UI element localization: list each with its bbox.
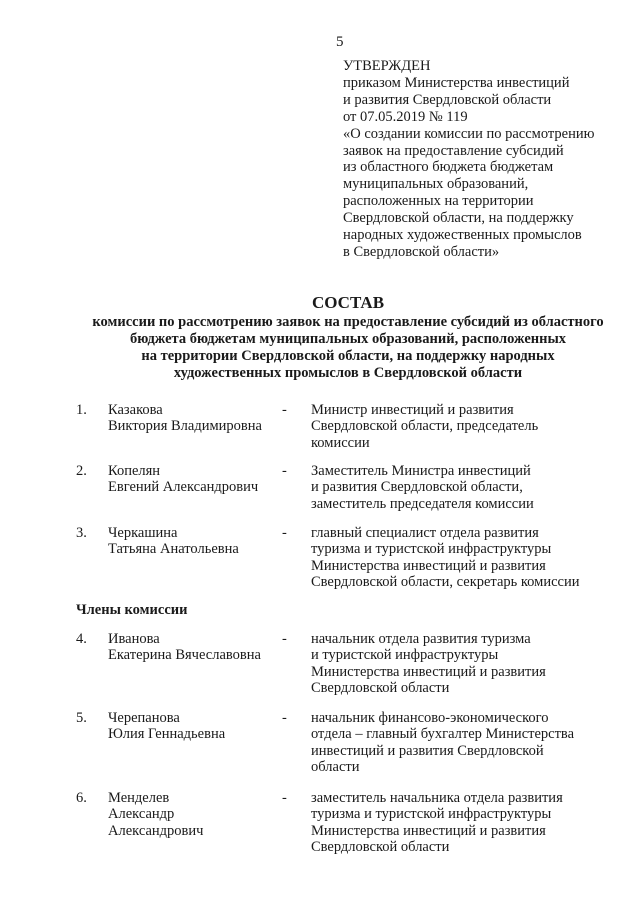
role-line: заместитель начальника отдела развития [311,790,563,806]
role-line: главный специалист отдела развития [311,525,539,541]
approval-line: в Свердловской области» [343,243,500,260]
name-line: Александр [108,806,175,823]
member-name [108,463,258,496]
separator-dash: - [282,710,287,726]
role-line: и туристской инфраструктуры [311,647,499,664]
name-line: Иванова [108,631,160,647]
approval-line: Свердловской области, на поддержку [343,210,574,227]
separator-dash: - [282,525,287,541]
subtitle-line: комиссии по рассмотрению заявок на предоставление субсидий из областного [92,314,604,330]
member-number: 6. [76,790,87,806]
approval-line: приказом Министерства инвестиций [343,74,570,91]
separator-dash: - [282,790,287,806]
separator-dash: - [282,631,287,647]
document-title: СОСТАВ [311,293,385,312]
role-line: области [311,759,360,776]
name-line: Татьяна Анатольевна [108,541,239,558]
role-line: Министерства инвестиций и развития [311,822,546,839]
role-line: Свердловской области, секретарь комиссии [311,574,580,591]
member-role [311,402,538,451]
member-number: 1. [76,402,87,418]
name-line: Черепанова [108,710,180,726]
role-line: Министерства инвестиций и развития [311,557,546,574]
role-line: инвестиций и развития Свердловской [311,742,544,759]
subtitle-line: бюджета бюджетам муниципальных образований, расположенных [129,331,567,347]
separator-dash: - [282,463,287,479]
name-line: Виктория Владимировна [108,418,262,435]
subtitle-line: художественных промыслов в Свердловской области [173,365,523,381]
role-line: Заместитель Министра инвестиций [311,463,531,479]
member-name [108,710,225,743]
approval-line: из областного бюджета бюджетам [343,159,554,176]
approval-line: народных художественных промыслов [343,227,582,244]
role-line: заместитель председателя комиссии [311,495,534,512]
name-line: Юлия Геннадьевна [108,726,226,743]
name-line: Менделев [108,790,170,806]
name-line: Евгений Александрович [108,479,259,496]
role-line: Свердловской области, председатель [311,418,539,435]
role-line: начальник финансово-экономического [311,710,549,726]
member-name [108,402,262,435]
member-role [311,525,579,591]
approval-line: и развития Свердловской области [343,91,552,108]
role-line: начальник отдела развития туризма [311,631,531,647]
name-line: Копелян [108,463,161,479]
member-role [311,710,574,776]
role-line: Свердловской области [311,839,450,856]
separator-dash: - [282,402,287,418]
role-line: туризма и туристской инфраструктуры [311,806,552,823]
role-line: комиссии [311,434,370,451]
role-line: туризма и туристской инфраструктуры [311,541,552,558]
approval-line: заявок на предоставление субсидий [343,142,564,159]
name-line: Александрович [108,822,204,839]
approval-line: от 07.05.2019 № 119 [343,108,468,125]
member-number: 2. [76,463,87,479]
approval-line: муниципальных образований, [343,176,529,193]
role-line: Свердловской области [311,680,450,697]
name-line: Казакова [108,402,163,418]
member-number: 4. [76,631,87,647]
member-role [311,631,546,697]
member-role [311,463,534,512]
page-number: 5 [336,34,344,50]
member-name [108,790,203,839]
member-name [108,525,239,558]
approval-heading: УТВЕРЖДЕН [343,58,431,74]
member-name [108,631,261,664]
name-line: Екатерина Вячеславовна [108,647,261,664]
members-heading: Члены комиссии [76,602,188,618]
role-line: и развития Свердловской области, [311,479,523,496]
subtitle-line: на территории Свердловской области, на поддержку народных [141,348,555,364]
member-number: 5. [76,710,87,726]
role-line: отдела – главный бухгалтер Министерства [311,726,575,743]
name-line: Черкашина [108,525,178,541]
approval-line: «О создании комиссии по рассмотрению [343,125,595,142]
role-line: Министр инвестиций и развития [311,402,514,418]
role-line: Министерства инвестиций и развития [311,663,546,680]
approval-line: расположенных на территории [343,193,534,210]
member-number: 3. [76,525,87,541]
member-role [311,790,563,856]
